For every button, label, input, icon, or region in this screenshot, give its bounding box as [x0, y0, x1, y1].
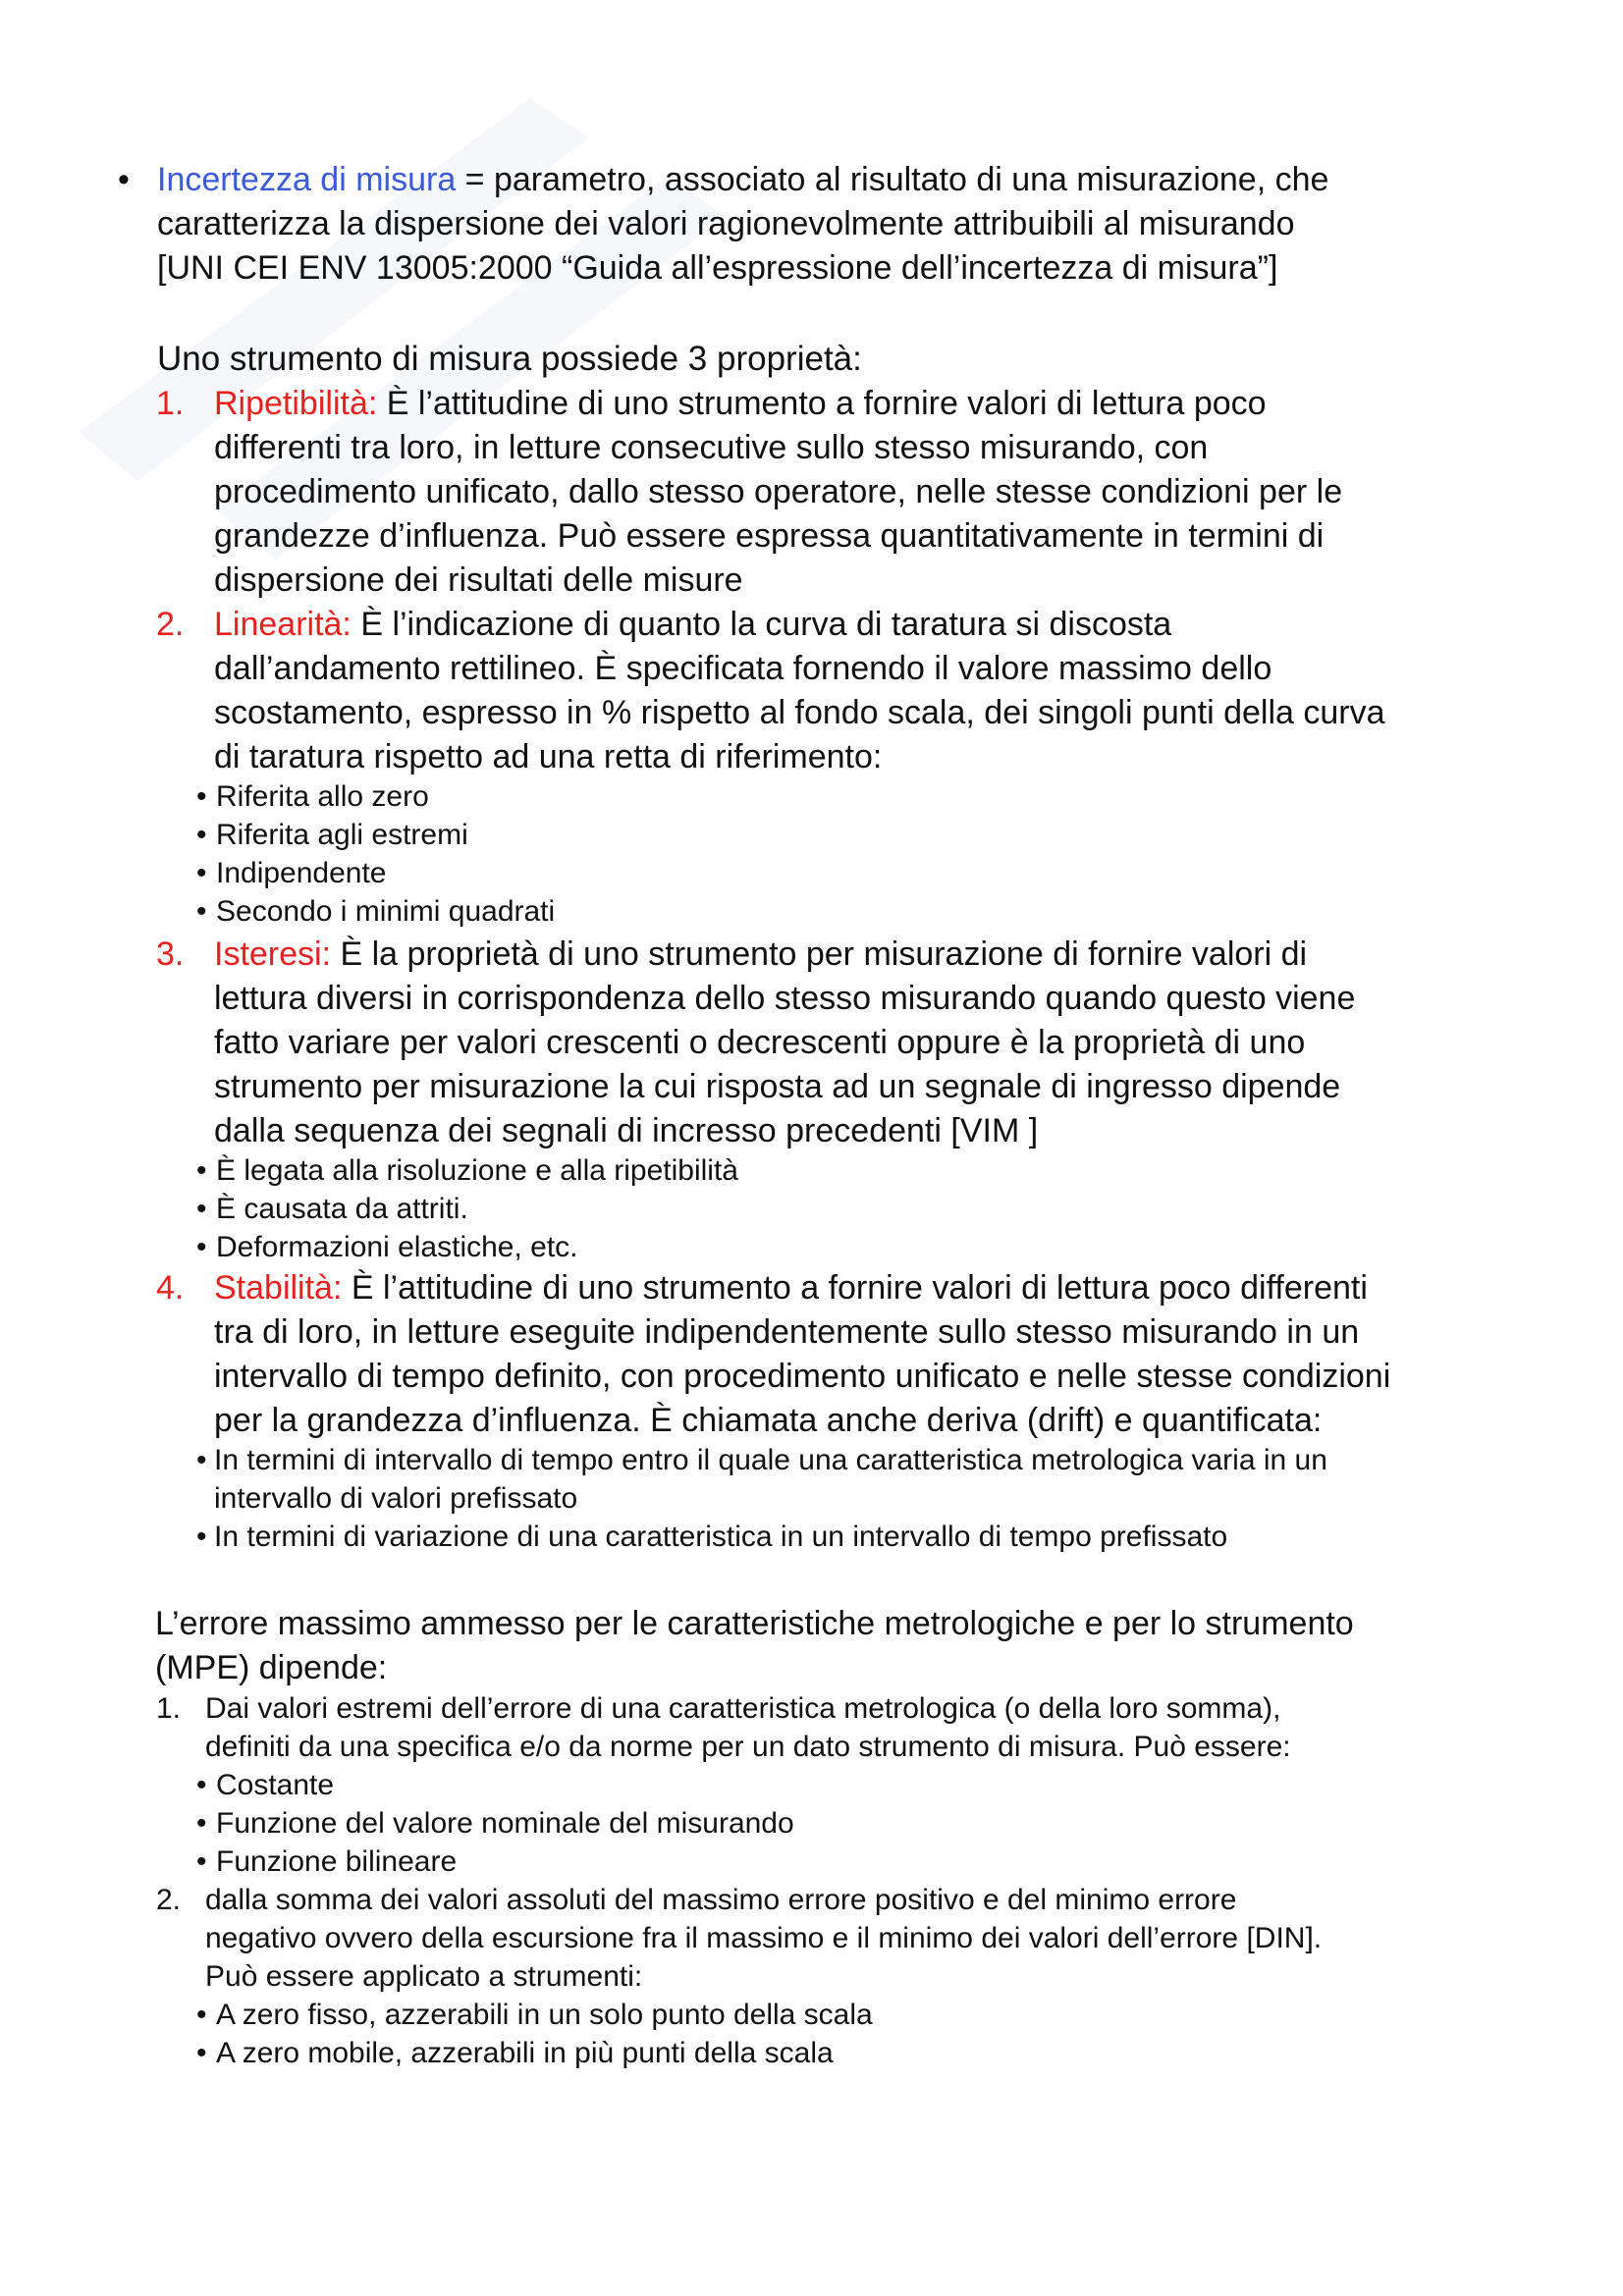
- list-item: • Indipendente: [196, 857, 387, 889]
- linearita-sublist: [196, 777, 556, 931]
- property-linearita: 2. Linearità: È l’indicazione di quanto la curva di taratura si discosta dall’andamento rettilineo. È specificata fornendo il valore massimo dello scostamento, espresso in % rispetto al fondo scala, dei singoli punti della curva di taratura rispetto ad una retta di riferimento:: [214, 603, 1589, 779]
- property-number: 1.: [156, 385, 185, 422]
- property-term: Ripetibilità:: [214, 385, 378, 422]
- mpe-heading: L’errore massimo ammesso per le caratteristiche metrologiche e per lo strumento (MPE) dipende:: [155, 1605, 1354, 1686]
- list-item: • In termini di intervallo di tempo entro il quale una caratteristica metrologica varia in un intervallo di valori prefissato: [196, 1444, 1327, 1515]
- list-item: • È legata alla risoluzione e alla ripetibilità: [196, 1154, 738, 1187]
- list-item: • Costante: [196, 1769, 335, 1801]
- list-item: • A zero mobile, azzerabili in più punti della scala: [196, 2037, 834, 2069]
- intro-term: Incertezza di misura: [157, 161, 457, 198]
- intro-line-2: caratterizza la dispersione dei valori ragionevolmente attribuibili al misurando: [157, 205, 1295, 242]
- intro-bullet: •: [118, 161, 130, 198]
- mpe-number: 1.: [156, 1692, 182, 1725]
- property-number: 2.: [156, 606, 185, 643]
- list-item: • Riferita agli estremi: [196, 819, 468, 851]
- property-term: Stabilità:: [214, 1269, 343, 1307]
- isteresi-sublist: [196, 1151, 738, 1266]
- list-item: • A zero fisso, azzerabili in un solo punto della scala: [196, 1999, 873, 2031]
- list-item: • In termini di variazione di una caratteristica in un intervallo di tempo prefissato: [196, 1521, 1228, 1553]
- property-ripetibilita: 1. Ripetibilità: È l’attitudine di uno strumento a fornire valori di lettura poco differenti tra loro, in letture consecutive sullo stesso misurando, con procedimento unificato, dallo stesso operatore, nelle stesse condizioni per le grandezze d’influenza. Può essere espressa quantitativamente in termini di dispersione dei risultati delle misure: [214, 382, 1589, 603]
- mpe-item-1: 1. Dai valori estremi dell’errore di una caratteristica metrologica (o della loro somma), definiti da una specifica e/o da norme per un dato strumento di misura. Può essere:: [205, 1689, 1599, 1766]
- list-item: • Funzione del valore nominale del misurando: [196, 1807, 794, 1840]
- property-number: 3.: [156, 935, 185, 973]
- list-item: • Secondo i minimi quadrati: [196, 895, 556, 928]
- properties-heading: Uno strumento di misura possiede 3 proprietà:: [157, 340, 862, 378]
- mpe-item-1-sublist: [196, 1766, 794, 1881]
- mpe-item-2-sublist: [196, 1996, 873, 2072]
- intro-line-1: Incertezza di misura = parametro, associato al risultato di una misurazione, che: [157, 161, 1329, 198]
- list-item: • È causata da attriti.: [196, 1193, 468, 1225]
- list-item: • Riferita allo zero: [196, 780, 429, 813]
- property-number: 4.: [156, 1269, 185, 1307]
- list-item: • Funzione bilineare: [196, 1845, 458, 1878]
- property-isteresi: 3. Isteresi: È la proprietà di uno strumento per misurazione di fornire valori di lettura diversi in corrispondenza dello stesso misurando quando questo viene fatto variare per valori crescenti o decrescenti oppure è la proprietà di uno strumento per misurazione la cui risposta ad un segnale di ingresso dipende dalla sequenza dei segnali di incresso precedenti [VIM ]: [214, 933, 1589, 1153]
- property-term: Isteresi:: [214, 935, 332, 973]
- intro-paragraph: [118, 158, 1532, 291]
- stabilita-sublist: [196, 1441, 1569, 1556]
- property-term: Linearità:: [214, 606, 352, 643]
- mpe-number: 2.: [156, 1884, 182, 1916]
- property-stabilita: 4. Stabilità: È l’attitudine di uno strumento a fornire valori di lettura poco differenti tra di loro, in letture eseguite indipendentemente sullo stesso misurando in un intervallo di tempo definito, con procedimento unificato e nelle stesse condizioni per la grandezza d’influenza. È chiamata anche deriva (drift) e quantificata:: [214, 1266, 1589, 1443]
- list-item: • Deformazioni elastiche, etc.: [196, 1231, 578, 1263]
- intro-line-3: [UNI CEI ENV 13005:2000 “Guida all’espressione dell’incertezza di misura”]: [157, 249, 1278, 287]
- mpe-item-2: 2. dalla somma dei valori assoluti del massimo errore positivo e del minimo errore negativo ovvero della escursione fra il massimo e il minimo dei valori dell’errore [DIN]. Può essere applicato a strumenti:: [205, 1881, 1599, 1996]
